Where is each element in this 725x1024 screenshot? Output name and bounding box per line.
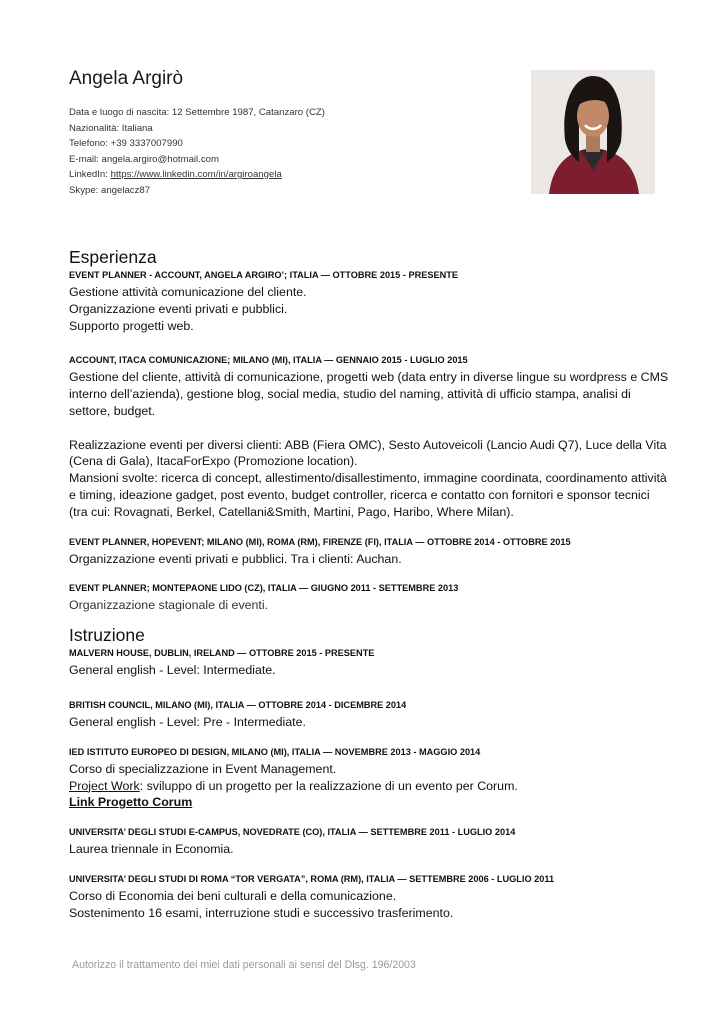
personal-info (69, 105, 325, 198)
description-line: Organizzazione eventi privati e pubblici. (69, 301, 288, 316)
linkedin-link[interactable]: https://www.linkedin.com/in/argiroangela (110, 169, 282, 180)
linkedin-info (69, 167, 325, 183)
description-paragraph: Realizzazione eventi per diversi clienti: ABB (Fiera OMC), Sesto Autoveicoli (Lancio Audi Q7), Luce della Vita (Cena di Gala), ItacaForExpo (Promozione location). (69, 437, 667, 469)
education-entry-2 (69, 699, 669, 731)
description-paragraph: Mansioni svolte: ricerca di concept, allestimento/disallestimento, immagine coordinata, coordinamento attività e timing, ideazione gadget, post evento, budget controller, ricerca e contatto con fornitori e sponsor tecnici (tra cui: Rovagnati, Berkel, Catellani&Smith, Martini, Pago, Haribo, Where Milan). (69, 471, 667, 519)
entry-heading: EVENT PLANNER, HOPEVENT; MILANO (MI), ROMA (RM), FIRENZE (FI), ITALIA — OTTOBRE 2014 - OTTOBRE 2015 (69, 536, 571, 547)
entry-heading: ACCOUNT, ITACA COMUNICAZIONE; MILANO (MI), ITALIA — GENNAIO 2015 - LUGLIO 2015 (69, 355, 468, 366)
entry-description (69, 551, 669, 568)
description-line: Sostenimento 16 esami, interruzione studi e successivo trasferimento. (69, 905, 454, 920)
description-line: General english - Level: Pre - Intermediate. (69, 714, 306, 729)
experience-entry-2 (69, 354, 669, 520)
entry-description (69, 714, 669, 731)
entry-description (69, 597, 669, 614)
project-work-line (69, 778, 669, 795)
description-line: Corso di Economia dei beni culturali e della comunicazione. (69, 888, 397, 903)
education-entry-5 (69, 873, 669, 922)
cv-name: Angela Argirò (69, 68, 184, 89)
description-line: Organizzazione eventi privati e pubblici. Tra i clienti: Auchan. (69, 551, 402, 566)
entry-heading: UNIVERSITA’ DEGLI STUDI E-CAMPUS, NOVEDRATE (CO), ITALIA — SETTEMBRE 2011 - LUGLIO 2014 (69, 827, 516, 838)
description-line: Organizzazione stagionale di eventi. (69, 598, 269, 613)
education-title: Istruzione (69, 625, 145, 646)
entry-description (69, 369, 669, 520)
description-paragraph: Gestione del cliente, attività di comunicazione, progetti web (data entry in diverse lingue su wordpress e CMS interno dell’azienda), gestione blog, social media, studio del naming, attività di ufficio stampa, analisi di settore, budget. (69, 370, 669, 418)
project-work-link[interactable]: Project Work (69, 778, 140, 793)
project-work-text: : sviluppo di un progetto per la realizzazione di un evento per Corum. (139, 778, 518, 793)
education-entry-4 (69, 826, 669, 858)
entry-heading: MALVERN HOUSE, DUBLIN, IRELAND — OTTOBRE 2015 - PRESENTE (69, 648, 375, 659)
experience-entry-3 (69, 536, 669, 568)
nationality-info: Nazionalità: Italiana (69, 122, 153, 134)
entry-description (69, 662, 669, 679)
cv-content (69, 246, 669, 922)
privacy-footer: Autorizzo il trattamento dei miei dati personali ai sensi del Dlsg. 196/2003 (72, 959, 416, 971)
experience-entry-4 (69, 582, 669, 614)
corum-link-line (69, 794, 669, 811)
corum-project-link[interactable]: Link Progetto Corum (69, 795, 193, 810)
email-info: E-mail: angela.argiro@hotmail.com (69, 153, 219, 165)
entry-description (69, 761, 669, 811)
entry-description (69, 841, 669, 858)
description-line: Corso di specializzazione in Event Management. (69, 761, 337, 776)
profile-photo (531, 70, 655, 194)
description-line: Laurea triennale in Economia. (69, 842, 234, 857)
education-entry-3 (69, 746, 669, 811)
linkedin-label: LinkedIn: (69, 169, 111, 180)
experience-title: Esperienza (69, 247, 157, 267)
birth-info: Data e luogo di nascita: 12 Settembre 1987, Catanzaro (CZ) (69, 107, 325, 118)
entry-heading: UNIVERSITA’ DEGLI STUDI DI ROMA “TOR VERGATA”, ROMA (RM), ITALIA — SETTEMBRE 2006 - LUGLIO 2011 (69, 873, 555, 884)
phone-info: Telefono: +39 3337007990 (69, 138, 183, 149)
description-line: Supporto progetti web. (69, 318, 194, 333)
entry-heading: IED ISTITUTO EUROPEO DI DESIGN, MILANO (MI), ITALIA — NOVEMBRE 2013 - MAGGIO 2014 (69, 746, 481, 757)
entry-description (69, 888, 669, 922)
description-line: General english - Level: Intermediate. (69, 663, 276, 678)
education-entry-1 (69, 647, 669, 679)
profile-photo-illustration (531, 70, 655, 194)
entry-description (69, 284, 669, 334)
entry-heading: EVENT PLANNER - ACCOUNT, ANGELA ARGIRO’; ITALIA — OTTOBRE 2015 - PRESENTE (69, 270, 458, 280)
description-line: Gestione attività comunicazione del cliente. (69, 285, 307, 299)
entry-heading: BRITISH COUNCIL, MILANO (MI), ITALIA — OTTOBRE 2014 - DICEMBRE 2014 (69, 699, 407, 710)
skype-info: Skype: angelacz87 (69, 184, 151, 196)
entry-heading: EVENT PLANNER; MONTEPAONE LIDO (CZ), ITALIA — GIUGNO 2011 - SETTEMBRE 2013 (69, 583, 459, 594)
experience-entry-1 (69, 269, 669, 334)
